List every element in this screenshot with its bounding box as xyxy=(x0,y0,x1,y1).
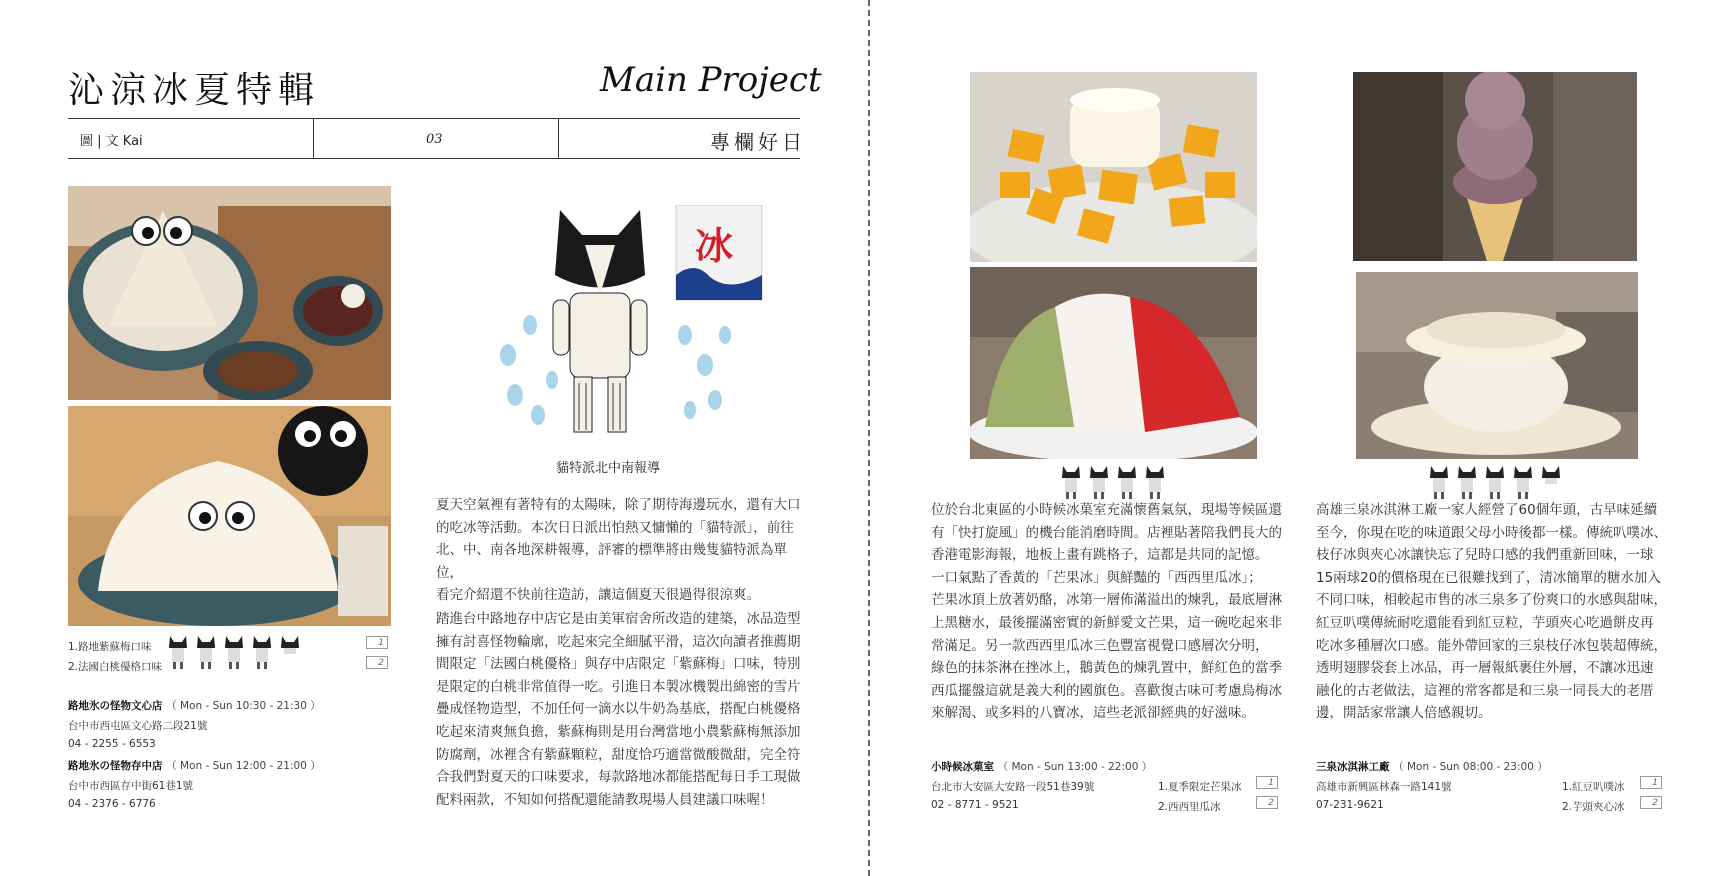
article-line: 的吃冰等活動。本次日日派出怕熱又慵懶的「貓特派」，前往 xyxy=(436,519,794,536)
shop-name: 路地氷の怪物文心店 xyxy=(68,700,163,712)
article-line: 北、中、南各地深耕報導，評審的標準將由幾隻貓特派為單位， xyxy=(436,542,787,581)
shop-address: 高雄市新興區林森一路141號 xyxy=(1316,781,1452,793)
article-line: 合我們對夏天的口味要求，每款路地冰都能搭配每日手工現做 xyxy=(436,769,801,786)
cat-rating-icon xyxy=(1144,464,1166,500)
shop-phone: 02 - 8771 - 9521 xyxy=(931,799,1019,811)
photo-mango-ice xyxy=(970,72,1257,262)
shop-info-sanquan xyxy=(1316,759,1548,774)
item-box-2: 2 xyxy=(1256,796,1278,809)
article-line: 至今，你現在吃的味道跟父母小時後都一樣。傳統叭噗冰、 xyxy=(1316,524,1667,541)
caption-item-2: 2.西西里瓜冰 xyxy=(1158,801,1221,813)
shop-info-xiaoshihou xyxy=(931,759,1152,774)
caption-item-1: 1.夏季限定芒果冰 xyxy=(1158,781,1242,793)
header-rule-bottom xyxy=(68,158,800,159)
shop-name: 三泉冰淇淋工廠 xyxy=(1316,761,1390,773)
article-line: 是限定的白桃非常值得一吃。引進日本製冰機製出綿密的雪片 xyxy=(436,678,801,695)
header-rule-top xyxy=(68,118,800,119)
caption-item-1: 1.路地紫蘇梅口味 xyxy=(68,641,152,653)
article-line: 一口氣點了香黃的「芒果冰」與鮮豔的「西西里瓜冰」； xyxy=(931,569,1262,586)
photo-peach-yogurt-ice xyxy=(68,406,391,626)
article-line: 不同口味，相較起市售的冰三泉多了份爽口的水感與甜味， xyxy=(1316,592,1667,609)
article-intro xyxy=(436,494,806,607)
article-line: 來解渴、或多料的八寶冰，這些老派卻經典的好滋味。 xyxy=(931,705,1255,722)
shop-phone: 04 - 2376 - 6776 xyxy=(68,798,156,810)
shop-info-1 xyxy=(68,698,321,713)
cat-rating xyxy=(167,634,301,670)
caption-item-1: 1.紅豆叭噗冰 xyxy=(1562,781,1625,793)
shop-hours: （ Mon - Sun 10:30 - 21:30 ） xyxy=(166,700,321,712)
cat-rating xyxy=(1060,464,1166,500)
main-project-heading: Main Project xyxy=(600,60,822,100)
shop-info-2 xyxy=(68,758,321,773)
page-number: 03 xyxy=(426,132,443,147)
article-line: 綠色的抹茶淋在挫冰上，鵝黃色的煉乳置中，鮮紅色的當季 xyxy=(931,660,1282,677)
article-xiaoshihou xyxy=(931,499,1296,725)
article-line: 有「快打旋風」的機台能消磨時間。店裡貼著陪我們長大的 xyxy=(931,524,1282,541)
shop-phone: 07-231-9621 xyxy=(1316,799,1384,811)
shop-name: 路地氷の怪物存中店 xyxy=(68,760,163,772)
shop-address: 台中市西區存中街61巷1號 xyxy=(68,780,194,792)
article-line: 紅豆叭噗傳統耐吃還能看到紅豆粒，芋頭夾心吃過餅皮再 xyxy=(1316,614,1654,631)
cat-rating-icon xyxy=(251,634,273,670)
article-line: 融化的古老做法，這裡的常客都是和三泉一同長大的老厝 xyxy=(1316,682,1654,699)
article-line: 枝仔冰與夾心冰讓快忘了兒時口感的我們重新回味，一球 xyxy=(1316,547,1654,564)
item-box-1: 1 xyxy=(1640,776,1662,789)
item-box-2: 2 xyxy=(1640,796,1662,809)
photo-taro-sandwich-ice xyxy=(1356,272,1638,459)
cat-rating-icon xyxy=(195,634,217,670)
header-separator xyxy=(313,118,314,158)
page-divider xyxy=(868,0,870,876)
cat-reporter-illustration xyxy=(490,205,770,445)
article-line: 踏進台中路地存中店它是由美軍宿舍所改造的建築，冰品造型 xyxy=(436,611,801,627)
column-name: 專欄好日 xyxy=(710,130,806,154)
photo-shiso-plum-ice xyxy=(68,186,391,400)
cat-rating-icon xyxy=(1088,464,1110,500)
shop-name: 小時候冰菓室 xyxy=(931,761,994,773)
article-line: 芒果冰頂上放著奶酪，冰第一層佈滿溢出的煉乳，最底層淋 xyxy=(931,592,1282,609)
article-line: 看完介紹還不快前往造訪，讓這個夏天很過得很涼爽。 xyxy=(436,587,760,604)
page-title: 沁涼冰夏特輯 xyxy=(68,70,321,111)
shop-address: 台北市大安區大安路一段51巷39號 xyxy=(931,781,1095,793)
cat-rating-icon xyxy=(1060,464,1082,500)
shop-hours: （ Mon - Sun 08:00 - 23:00 ） xyxy=(1393,761,1548,773)
article-line: 擁有討喜怪物輪廓，吃起來完全細膩平滑，這次向讀者推薦期 xyxy=(436,633,801,650)
article-line: 間限定「法國白桃優格」與存中店限定「紫蘇梅」口味，特別 xyxy=(436,656,801,673)
article-line: 西瓜擺盤這就是義大利的國旗色。喜歡復古味可考慮烏梅冰 xyxy=(931,682,1282,699)
article-line: 香港電影海報，地板上畫有跳格子，這都是共同的記憶。 xyxy=(931,547,1269,564)
cat-rating-icon xyxy=(1116,464,1138,500)
article-line: 配料兩款，不知如何搭配還能請教現場人員建議口味喔！ xyxy=(436,791,774,808)
cat-rating-icon xyxy=(1428,464,1450,500)
article-line: 15兩球20的價格現在已很難找到了，清冰簡單的糖水加入 xyxy=(1316,569,1661,586)
cat-rating-icon xyxy=(167,634,189,670)
cat-rating-icon xyxy=(1456,464,1478,500)
shop-hours: （ Mon - Sun 13:00 - 22:00 ） xyxy=(997,761,1153,773)
shop-address: 台中市西屯區文心路二段21號 xyxy=(68,720,208,732)
cat-rating-icon xyxy=(1484,464,1506,500)
cat-rating-icon xyxy=(223,634,245,670)
article-line: 高雄三泉冰淇淋工廠一家人經營了60個年頭，古早味延續 xyxy=(1316,502,1658,518)
header-separator xyxy=(558,118,559,158)
item-box-1: 1 xyxy=(366,636,388,649)
cat-rating-icon xyxy=(1512,464,1534,500)
article-sanquan xyxy=(1316,499,1676,725)
credit-line: 圖 | 文 Kai xyxy=(80,134,143,149)
cat-rating xyxy=(1428,464,1562,500)
article-line: 透明翅膠袋套上冰品，再一層報紙裹住外層，不讓冰迅速 xyxy=(1316,660,1654,677)
article-line: 防腐劑，冰裡含有紫蘇顆粒，甜度恰巧適當微酸微甜，完全符 xyxy=(436,746,801,763)
photo-sicily-melon-ice xyxy=(970,267,1257,459)
article-line: 疊成怪物造型，不加任何一滴水以牛奶為基底，搭配白桃優格 xyxy=(436,701,801,718)
photo-red-bean-ice-cream xyxy=(1353,72,1637,261)
article-line: 常滿足。另一款西西里瓜冰三色豐富視覺口感層次分明， xyxy=(931,637,1269,654)
item-box-2: 2 xyxy=(366,656,388,669)
article-line: 上黑糖水，最後擺滿密實的新鮮愛文芒果，這一碗吃起來非 xyxy=(931,614,1282,631)
shop-hours: （ Mon - Sun 12:00 - 21:00 ） xyxy=(166,760,321,772)
item-box-1: 1 xyxy=(1256,776,1278,789)
article-body xyxy=(436,608,806,811)
article-line: 吃冰多種層次口感。能外帶回家的三泉枝仔冰包裝超傳統， xyxy=(1316,637,1667,654)
article-line: 位於台北東區的小時候冰菓室充滿懷舊氣氛，現場等候區還 xyxy=(931,502,1282,518)
article-line: 夏天空氣裡有著特有的太陽味，除了期待海邊玩水，還有大口 xyxy=(436,497,801,513)
article-line: 邊，開話家常讓人倍感親切。 xyxy=(1316,705,1492,722)
cat-rating-half-icon xyxy=(279,634,301,670)
caption-item-2: 2.芋頭夾心冰 xyxy=(1562,801,1625,813)
illustration-caption: 貓特派北中南報導 xyxy=(556,461,661,476)
article-line: 吃起來清爽無負擔，紫蘇梅則是用台灣當地小農紫蘇梅無添加 xyxy=(436,723,801,740)
shop-phone: 04 - 2255 - 6553 xyxy=(68,738,156,750)
ice-banner-text: 冰 xyxy=(695,224,734,268)
caption-item-2: 2.法國白桃優格口味 xyxy=(68,661,163,673)
cat-rating-half-icon xyxy=(1540,464,1562,500)
